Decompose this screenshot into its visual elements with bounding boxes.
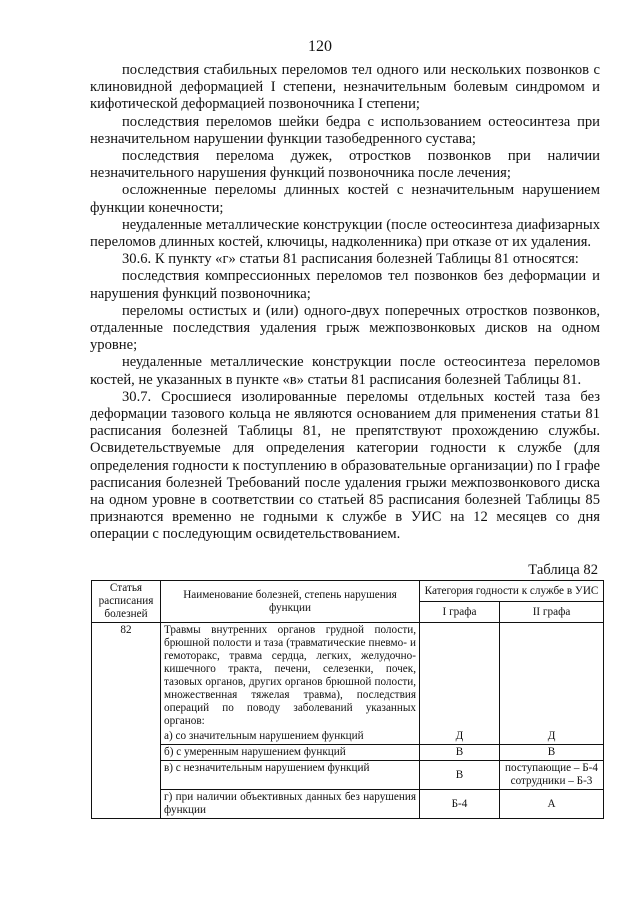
- paragraph: последствия компрессионных переломов тел позвонков без деформации и нарушения функций позвоночника;: [90, 268, 600, 302]
- paragraph: 30.7. Сросшиеся изолированные переломы отдельных костей таза без деформации тазового кольца не являются основанием для применения статьи 81 расписания болезней Таблицы 81, не препятствуют прохождению службы. Освидетельствуемые для определения категории годности к службе (для определения годности к поступлению в образовательные организации) по I графе расписания болезней Требований после удаления грыжи межпозвонкового диска на одном уровне в соответствии со статьей 85 расписания болезней Таблицы 85 признаются временно не годными к службе в УИС на 12 месяцев со дня операции с последующим освидетельствованием.: [90, 388, 600, 543]
- body-text: [90, 62, 600, 544]
- header-category: Категория годности к службе в УИС: [420, 581, 604, 602]
- header-column-1: I графа: [420, 602, 500, 623]
- grade-column-1: Д: [420, 623, 500, 745]
- disease-cell: [161, 623, 420, 745]
- paragraph: неудаленные металлические конструкции (после остеосинтеза диафизарных переломов длинных костей, ключицы, надколенника) при отказе от их удаления.: [90, 216, 600, 251]
- grade-column-2: Д: [500, 623, 604, 745]
- severity-label: г) при наличии объективных данных без нарушения функции: [161, 790, 420, 819]
- paragraph: последствия перелома дужек, отростков позвонков при наличии незначительного нарушения функций позвоночника после лечения;: [90, 148, 600, 182]
- grade-column-1: В: [420, 745, 500, 761]
- disease-table: [91, 580, 604, 819]
- header-column-2: II графа: [500, 602, 604, 623]
- severity-label: а) со значительным нарушением функций: [164, 730, 364, 742]
- table-row: [92, 761, 604, 790]
- page-number: 120: [308, 38, 332, 55]
- grade-column-2: А: [500, 790, 604, 819]
- severity-label: б) с умеренным нарушением функций: [161, 745, 420, 761]
- grade-column-1: В: [420, 761, 500, 790]
- table-caption: Таблица 82: [528, 562, 598, 578]
- paragraph: 30.6. К пункту «г» статьи 81 расписания болезней Таблицы 81 относятся:: [122, 251, 579, 268]
- disease-intro: Травмы внутренних органов грудной полости, брюшной полости и таза (травматические пневмо- и гемоторакс, травма сердца, легких, желудочно-кишечного тракта, печени, селезенки, почек, тазовых органов, других органов брюшной полости, множественная тяжелая травма), последствия операций по поводу заболеваний указанных органов:: [164, 624, 416, 727]
- table-header-row: [92, 581, 604, 602]
- paragraph: осложненные переломы длинных костей с незначительным нарушением функции конечности;: [90, 182, 600, 216]
- grade-column-1: Б-4: [420, 790, 500, 819]
- header-disease-name: Наименование болезней, степень нарушения функции: [161, 581, 420, 623]
- grade-column-2: поступающие – Б-4 сотрудники – Б-3: [500, 761, 604, 790]
- table-row: [92, 623, 604, 745]
- header-article: Статья расписания болезней: [92, 581, 161, 623]
- paragraph: последствия переломов шейки бедра с использованием остеосинтеза при незначительном нарушении функции тазобедренного сустава;: [90, 113, 600, 147]
- paragraph: переломы остистых и (или) одного-двух поперечных отростков позвонков, отдаленные последствия удаления грыж межпозвонковых дисков на одном уровне;: [90, 302, 600, 354]
- table-row: [92, 745, 604, 761]
- table-row: [92, 790, 604, 819]
- paragraph: последствия стабильных переломов тел одного или нескольких позвонков с клиновидной деформацией I степени, незначительным болевым синдромом и кифотической деформацией позвоночника I степени;: [90, 62, 600, 113]
- grade-column-2: В: [500, 745, 604, 761]
- severity-label: в) с незначительным нарушением функций: [161, 761, 420, 790]
- paragraph: неудаленные металлические конструкции после остеосинтеза переломов костей, не указанных в пункте «в» статьи 81 расписания болезней Таблицы 81.: [90, 354, 600, 388]
- article-number: 82: [92, 623, 161, 819]
